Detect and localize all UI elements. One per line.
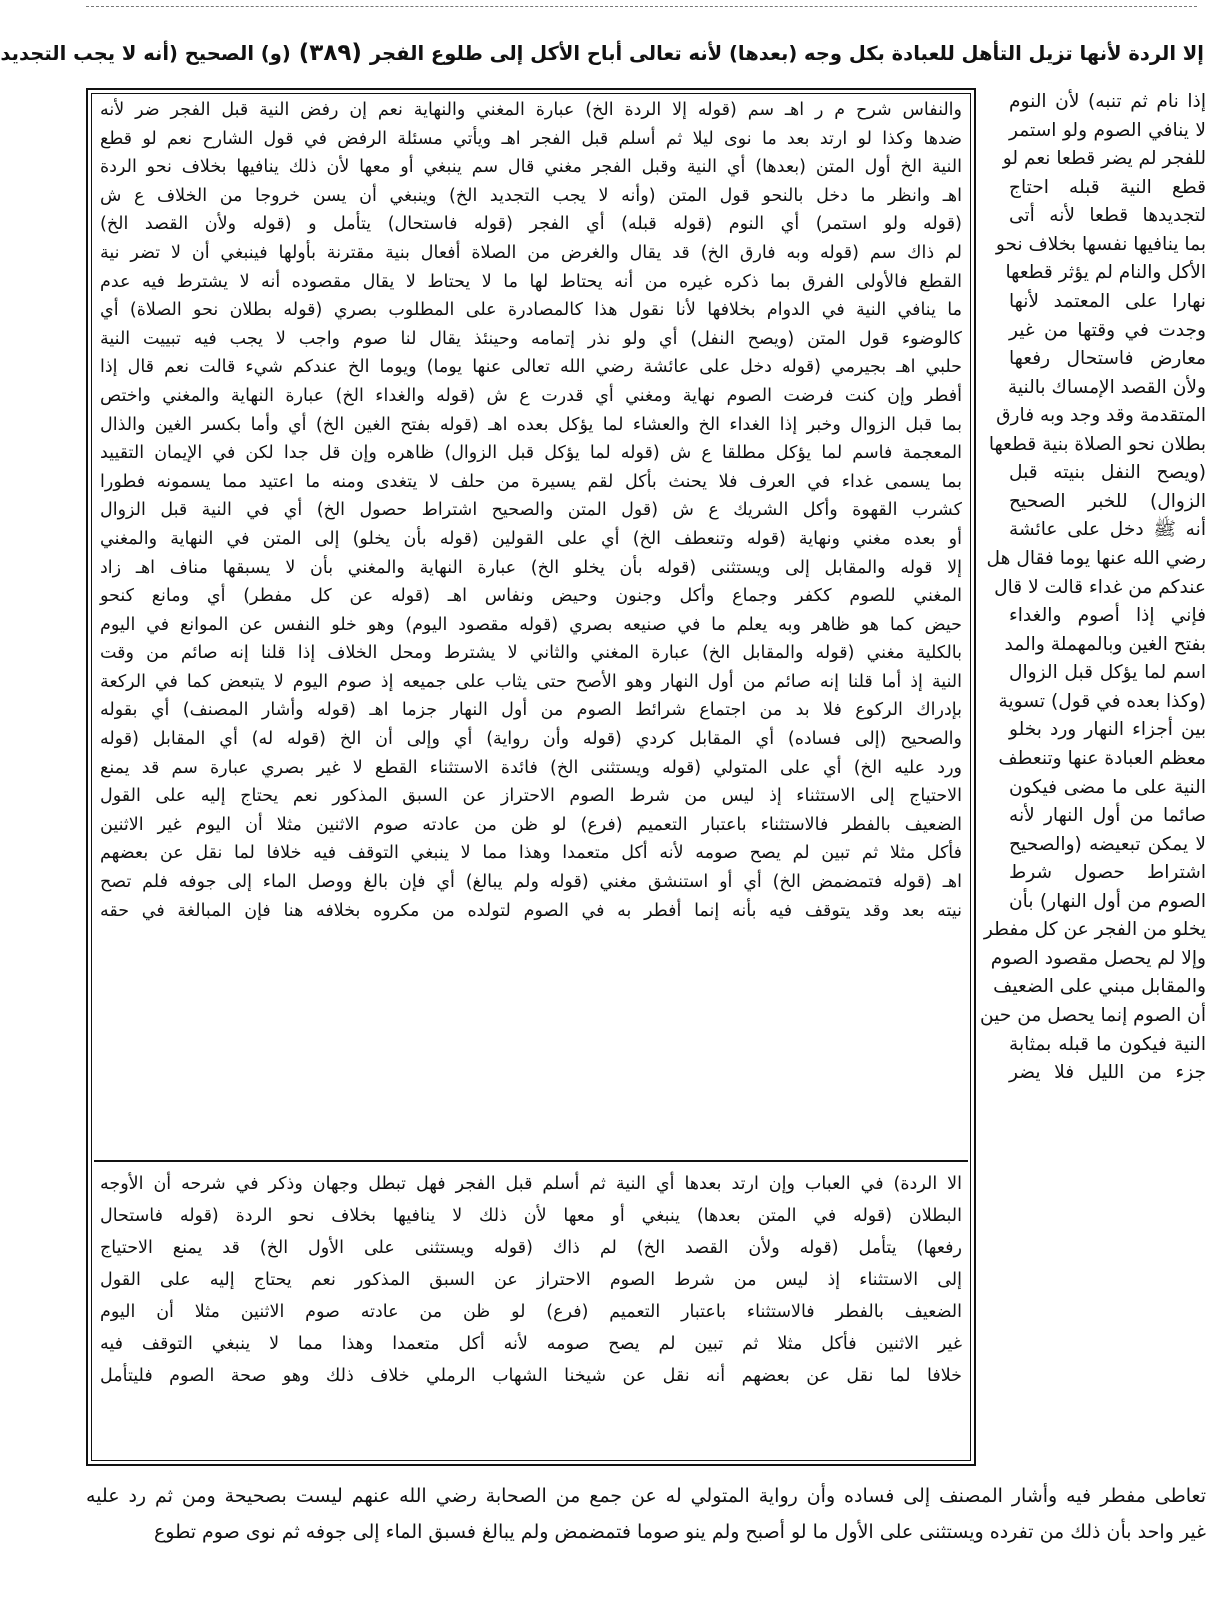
main-text-line: الأكل والنام لم يؤثر قطعها xyxy=(1005,262,1206,284)
commentary-line: كشرب القهوة وأكل الشريك ع ش (قول المتن والصحيح اشتراط حصول الخ) أي في النية قبل الزوال xyxy=(100,500,962,521)
main-text-line: اسم لما يؤكل قبل الزوال xyxy=(1009,662,1206,684)
main-text-line: إذا نام ثم تنبه) لأن النوم xyxy=(1009,91,1206,112)
commentary-line: بإدراك الركوع فلا بد من اجتماع شرائط الصوم من أول النهار جزما اهـ (قوله وأشار المصنف) أي بقوله xyxy=(100,700,962,721)
commentary-line: نيته بعد وقد يتوقف فيه بأنه إنما أفطر به في الصوم لتولده من مكروه بخلافه هنا فإن المبالغة في حقه xyxy=(100,900,962,921)
main-text-line: صائما من أول النهار لأنه xyxy=(1009,805,1206,827)
commentary-box xyxy=(86,88,976,1466)
commentary-line: (قوله ولو استمر) أي النوم (قوله قبله) أي الفجر (قوله فاستحال) يتأمل و (قوله ولأن القصد الخ) xyxy=(100,214,962,235)
commentary-line: حلبي اهـ بجيرمي (قوله دخل على عائشة رضي الله تعالى عنها يوما) ويوما الخ عندكم شيء قالت نعم قال إذا xyxy=(100,357,962,378)
commentary-line: أفطر وإن كنت فرضت الصوم نهاية ومغني أي قدرت ع ش (قوله والغداء الخ) عبارة النهاية والمغني واختص xyxy=(100,385,962,406)
gloss-line: غير الاثنين فأكل مثلا ثم تبين لم يصح صومه لأنه أكل متعمدا وهذا مما لا ينبغي التوقف فيه xyxy=(100,1334,962,1354)
page-body xyxy=(86,88,1206,1468)
commentary-line: اهـ وانظر ما دخل بالنحو قول المتن (وأنه لا يجب التجديد الخ) وينبغي أن يسن خروجا من الخلاف ع ش xyxy=(100,185,962,206)
commentary-line: المعجمة فاسم لما يؤكل مطلقا ع ش (قوله لما يؤكل قبل الزوال) ظاهره وإن قل جدا لكن في الإيمان التقييد xyxy=(100,443,962,464)
main-text-line: أن الصوم إنما يحصل من حين xyxy=(980,1005,1206,1026)
gloss-line: الضعيف بالفطر فالاستثناء باعتبار التعميم (فرع) لو ظن من عادته صوم الاثنين مثلا أن اليوم xyxy=(100,1302,962,1322)
main-text-line: جزء من الليل فلا يضر xyxy=(1009,1062,1206,1084)
main-text-line: بطلان نحو الصلاة بنية قطعها xyxy=(988,433,1206,455)
commentary-line: والصحيح (إلى فساده) أي المقابل كردي (قوله وأن رواية) أي وإلى أن الخ (قوله له) أي المقابل (قوله xyxy=(100,729,962,750)
gloss-line: رفعها) يتأمل (قوله ولأن القصد الخ) لم ذاك (قوله ويستثنى على الأول الخ) قد يمنع الاحتياج xyxy=(100,1238,962,1258)
footer-text xyxy=(86,1478,1206,1550)
gloss-line: خلافا لما نقل عن بعضهم أنه نقل عن شيخنا الشهاب الرملي خلاف ذلك وهو صحة الصوم فليتأمل xyxy=(100,1366,962,1386)
commentary-line: لم ذاك سم (قوله وبه فارق الخ) قد يقال والغرض من الصلاة أفعال بنية مقترنة بأولها فينبغي أن لا تضر نية xyxy=(100,242,962,263)
main-text-line: الزوال) للخبر الصحيح xyxy=(1009,490,1206,512)
top-rule xyxy=(86,6,1197,7)
commentary-line: الاحتياج إلى الاستثناء إذ ليس من شرط الصوم الاحتراز عن السبق المذكور نعم يحتاج إليه على القول xyxy=(100,786,962,807)
main-text-line: النية فيكون ما قبله بمثابة xyxy=(1009,1033,1206,1055)
commentary-line: أو بعده مغني ونهاية (قوله وتنعطف الخ) أي على القولين (قوله بأن يخلو) إلى المتن في النهاية والمغني xyxy=(100,528,962,549)
main-text-line: النية على ما مضى فيكون xyxy=(1009,776,1206,798)
main-text-line: ولأن القصد الإمساك بالنية xyxy=(1007,376,1206,398)
main-text-line: عندكم من غداء قالت لا قال xyxy=(994,576,1206,598)
main-text-line: معظم العبادة عنها وتنعطف xyxy=(998,747,1206,769)
main-text-line: والمقابل مبني على الضعيف xyxy=(993,976,1206,998)
main-text-line: للفجر لم يضر قطعا نعم لو xyxy=(1002,148,1206,170)
commentary-line: اهـ (قوله فتمضمض الخ) أي أو استنشق مغني (قوله ولم يبالغ) أي فإن بالغ ووصل الماء إلى جوفه فلم تصح xyxy=(100,872,962,893)
commentary-line: والنفاس شرح م ر اهـ سم (قوله إلا الردة الخ) عبارة المغني والنهاية نعم إن رفض النية قبل الفجر ضر لأنه xyxy=(100,100,962,120)
main-text-line: نهارا على المعتمد لأنها xyxy=(1009,290,1206,312)
main-text-line: معارض فاستحال رفعها xyxy=(1009,348,1206,370)
main-text-line: يخلو من الفجر عن كل مفطر xyxy=(983,919,1206,941)
main-text-line: وإلا لم يحصل مقصود الصوم xyxy=(990,947,1206,969)
main-text-line: (ويصح النفل بنيته قبل xyxy=(1009,462,1206,484)
commentary-line: ما ينافي النية في الدوام بخلافها لأنا نقول هذا كالمصادرة على المطلوب بصري (قوله بطلان نحو الصلاة) أي xyxy=(100,300,962,321)
header-right-text: إلا الردة لأنها تزيل التأهل للعبادة بكل وجه (بعدها) لأنه تعالى أباح الأكل إلى طلوع الفجر xyxy=(369,42,1204,65)
commentary-line: ضدها وكذا لو ارتد بعد ما نوى ليلا ثم أسلم قبل الفجر اهـ ويأتي مسئلة الرفض في قول الشارح نعم لو قطع xyxy=(100,128,962,149)
commentary-line: النية إذ أما قلنا إنه صائم من أول النهار وهو الأصح حتى يثاب على جميعه إذ صوم اليوم لا يتبعض كما في الركعة xyxy=(100,671,962,692)
commentary-line: ورد عليه الخ) أي على المتولي (قوله ويستثنى الخ) فائدة الاستثناء القطع لا غير بصري عبارة سم قد يمنع xyxy=(100,757,962,778)
footer-line: تعاطى مفطر فيه وأشار المصنف إلى فساده وأن رواية المتولي له عن جمع من الصحابة رضي الله عنهم ليست بصحيحة ومن ثم رد عليه xyxy=(86,1485,1206,1507)
gloss-line: الا الردة) في العباب وإن ارتد بعدها أي النية ثم أسلم قبل الفجر فهل تبطل وجهان وذكر في شرحه أن الأوجه xyxy=(100,1174,962,1194)
main-text-line: فإني إذا أصوم والغداء xyxy=(1009,605,1206,627)
running-header xyxy=(0,40,1204,66)
main-text-line: بما ينافيها نفسها بخلاف نحو xyxy=(995,233,1206,255)
main-text-line: بفتح الغين وبالمهملة والمد xyxy=(1004,633,1206,655)
commentary-line: كالوضوء قول المتن (ويصح النفل) أي ولو نذر إتمامه وحينئذ يقال لنا صوم واجب لا يجب فيه تبييت النية xyxy=(100,328,962,349)
gloss-line: البطلان (قوله في المتن بعدها) ينبغي أو معها لأن ذلك لا ينافيها بخلاف نحو الردة (قوله فاستحال xyxy=(100,1206,962,1226)
main-text-line: وجدت في وقتها من غير xyxy=(1009,319,1206,341)
main-text-line: لتجديدها قطعا لأنه أتى xyxy=(1009,205,1206,227)
commentary-divider xyxy=(94,1160,968,1162)
main-text-line: اشتراط حصول شرط xyxy=(1009,862,1206,884)
commentary-line: بالكلية مغني (قوله والمقابل الخ) عبارة المغني والثاني لا يشترط ومحل الخلاف إذا قلنا إنه صائم من وقت xyxy=(100,643,962,664)
main-text-line: الصوم من أول النهار) بأن xyxy=(1009,890,1206,912)
page-number: (٣٨٩) xyxy=(298,40,362,66)
main-text-column xyxy=(980,88,1206,1468)
main-text-line: المتقدمة وقد وجد وبه فارق xyxy=(996,405,1206,427)
commentary-line: النية الخ أول المتن (بعدها) أي النية وقبل الفجر مغني قال سم ينبغي أو معها لأن ذلك ينافيها بخلاف نحو الردة xyxy=(100,157,962,178)
main-text-line: أنه ﷺ دخل على عائشة xyxy=(1009,519,1206,541)
commentary-upper xyxy=(100,96,962,1136)
main-text-line: لا ينافي الصوم ولو استمر xyxy=(1009,119,1206,141)
commentary-line: بما قبل الزوال وخبر إذا الغداء الخ والعشاء لما يؤكل بعده اهـ (قوله بفتح الغين الخ) أي وأما بكسر الغين والذال xyxy=(100,414,962,435)
commentary-lower xyxy=(100,1168,962,1460)
main-text-line: لا يمكن تبعيضه (والصحيح xyxy=(1009,833,1206,855)
gloss-line: إلى الاستثناء إذ ليس من شرط الصوم الاحتراز عن السبق المذكور نعم يحتاج إليه على القول xyxy=(100,1270,962,1290)
header-left-text: (و) الصحيح (أنه لا يجب التجديد xyxy=(0,42,291,65)
main-text-line: قطع النية قبله احتاج xyxy=(1009,176,1206,198)
commentary-line: فأكل مثلا ثم تبين لم يصح صومه لأنه أكل متعمدا وهذا مما لا ينبغي التوقف فيه خلافا لما نقل عن بعضهم xyxy=(100,843,962,864)
commentary-line: إلا قوله والمقابل إلى ويستثنى (قوله بأن يخلو الخ) عبارة النهاية والمغني بأن لا يسبقها مناف اهـ زاد xyxy=(100,557,962,578)
commentary-line: حيض كما هو ظاهر وبه يعلم ما في صنيعه بصري (قوله مقصود اليوم) وهو خلو النفس عن الموانع في اليوم xyxy=(100,614,962,635)
commentary-line: الضعيف بالفطر فالاستثناء باعتبار التعميم (فرع) لو ظن من عادته صوم الاثنين مثلا أن اليوم غير الاثنين xyxy=(100,814,962,835)
main-text-line: (وكذا بعده في قول) تسوية xyxy=(998,690,1206,712)
commentary-line: القطع فالأولى الفرق بما ذكره غيره من أنه يحتاط لها ما لا يحتاط لا يقال مقصوده أنه لا يشترط فيه عدم xyxy=(100,271,962,292)
main-text-line: بين أجزاء النهار ورد بخلو xyxy=(1009,719,1206,741)
commentary-line: المغني للصوم ككفر وجماع وأكل وجنون وحيض ونفاس اهـ (قوله عن كل مفطر) أي ومانع كنحو xyxy=(100,586,962,607)
footer-line: غير واحد بأن ذلك من تفرده ويستثنى على الأول ما لو أصبح ولم ينو صوما فتمضمض ولم يبالغ فسبق الماء إلى جوفه ثم نوى صوم تطوع xyxy=(153,1521,1206,1543)
commentary-line: بما يسمى غداء في العرف فلا يحنث بأكل لقم يسيرة من حلف لا يتغدى ومنه ما اعتيد مما يسمونه فطورا xyxy=(100,471,962,492)
main-text-line: رضي الله عنها يوما فقال هل xyxy=(986,548,1206,569)
